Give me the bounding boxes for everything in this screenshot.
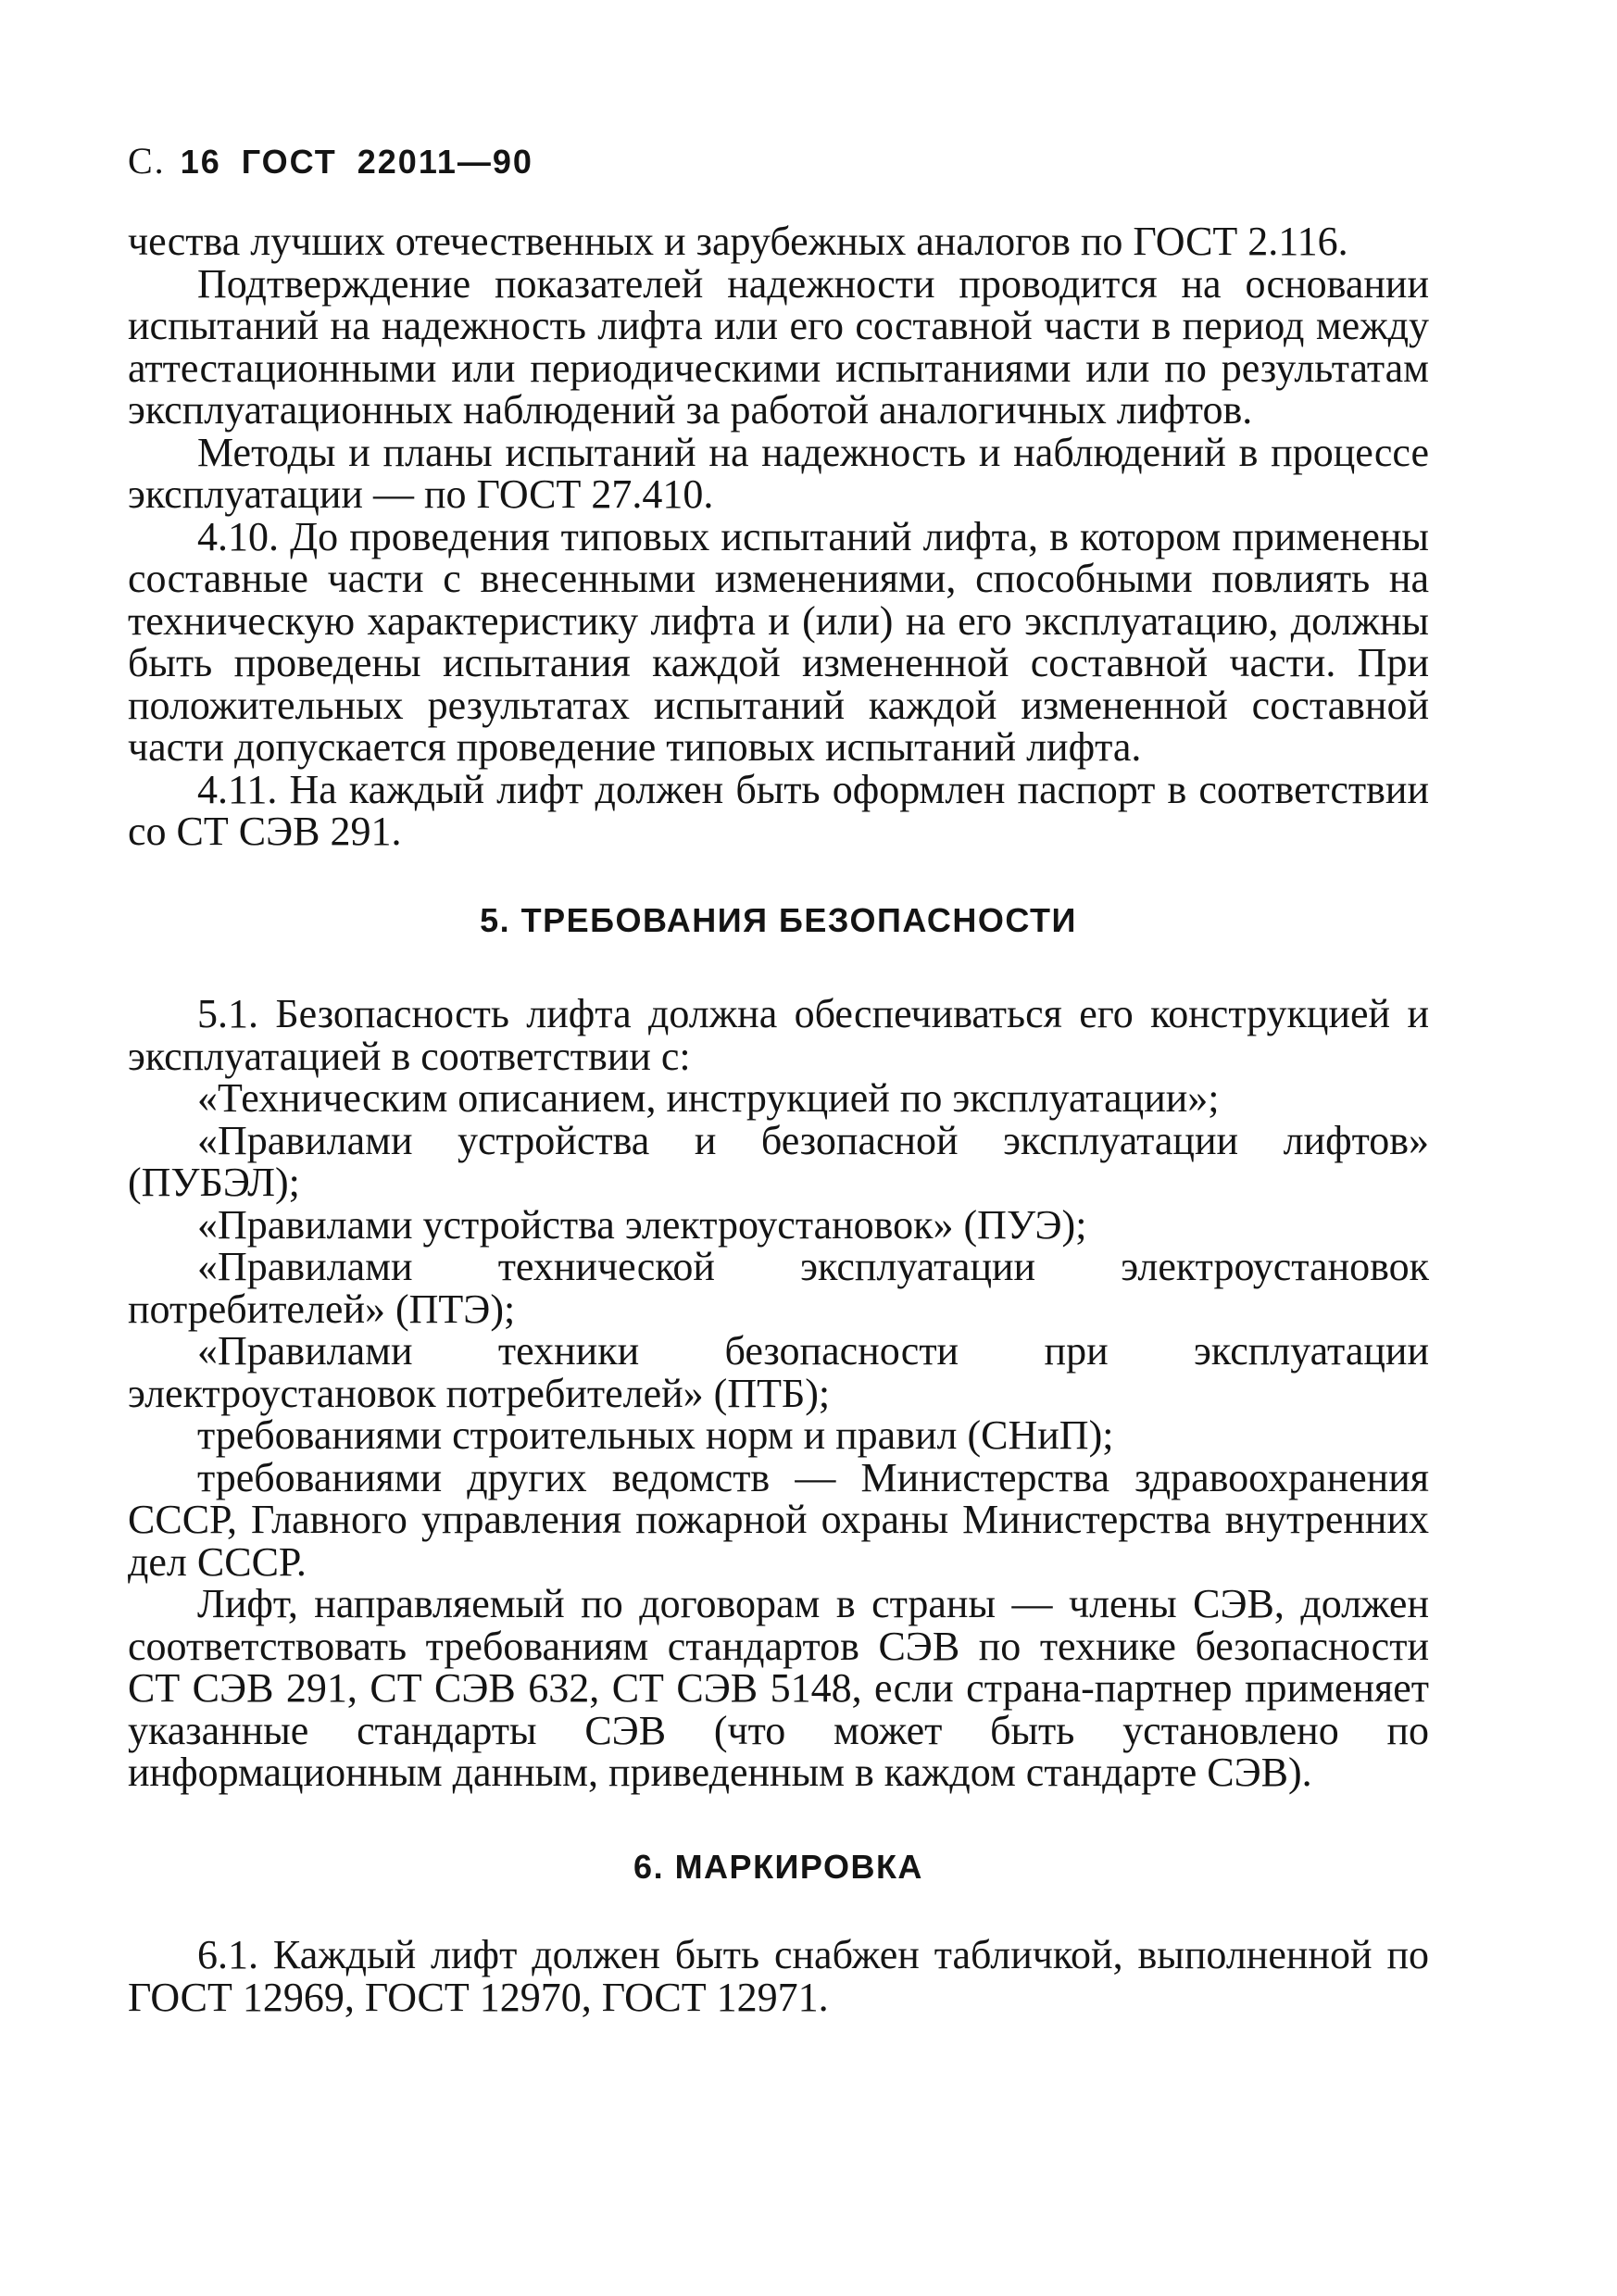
clause-4-11: 4.11. На каждый лифт должен быть оформлен паспорт в соответствии со СТ СЭВ 291. — [128, 766, 1429, 854]
standard-name: ГОСТ — [241, 143, 337, 181]
list-item: «Правилами устройства электроустановок» (ПУЭ); — [197, 1201, 1087, 1248]
list-item: «Техническим описанием, инструкцией по эксплуатации»; — [197, 1075, 1220, 1121]
clause-4-10: 4.10. До проведения типовых испытаний лифта, в котором применены составные части с внесенными изменениями, способными повлиять на техническую характеристику лифта и (или) на его эксплуатацию, должны быть проведены испытания каждой измененной составной части. При положительных результатах испытаний каждой измененной составной части допускается проведение типовых испытаний лифта. — [128, 513, 1429, 770]
page-header — [128, 139, 533, 184]
paragraph: Подтверждение показателей надежности проводится на основании испытаний на надежность лифта или его составной части в период между аттестационными или периодическими испытаниями или по результатам эксплуатационных наблюдений за работой аналогичных лифтов. — [128, 260, 1429, 433]
document-body — [128, 220, 1429, 2018]
clause-6-1: 6.1. Каждый лифт должен быть снабжен табличкой, выполненной по ГОСТ 12969, ГОСТ 12970, ГОСТ 12971. — [128, 1932, 1429, 2020]
list-item: требованиями строительных норм и правил (СНиП); — [197, 1412, 1114, 1458]
paragraph: Методы и планы испытаний на надежность и наблюдений в процессе эксплуатации — по ГОСТ 27.410. — [128, 429, 1429, 517]
list-item: «Правилами техники безопасности при эксплуатации электроустановок потребителей» (ПТБ); — [128, 1328, 1429, 1416]
section-title-safety: 5. ТРЕБОВАНИЯ БЕЗОПАСНОСТИ — [480, 900, 1077, 939]
section-title-marking: 6. МАРКИРОВКА — [633, 1847, 923, 1886]
page-label: С. — [128, 140, 166, 182]
page-number: 16 — [180, 143, 221, 181]
list-item: «Правилами технической эксплуатации электроустановок потребителей» (ПТЭ); — [128, 1244, 1429, 1332]
standard-code: 22011—90 — [357, 143, 533, 181]
list-item: требованиями других ведомств — Министерства здравоохранения СССР, Главного управления пожарной охраны Министерства внутренних дел СССР. — [128, 1454, 1429, 1585]
paragraph-continued: чества лучших отечественных и зарубежных аналогов по ГОСТ 2.116. — [128, 219, 1348, 264]
list-item: «Правилами устройства и безопасной эксплуатации лифтов» (ПУБЭЛ); — [128, 1117, 1429, 1205]
paragraph: Лифт, направляемый по договорам в страны — члены СЭВ, должен соответствовать требованиям стандартов СЭВ по технике безопасности СТ СЭВ 291, СТ СЭВ 632, СТ СЭВ 5148, если страна-партнер применяет указанные стандарты СЭВ (что может быть установлено по информационным данным, приведенным в каждом стандарте СЭВ). — [128, 1581, 1429, 1795]
clause-5-1: 5.1. Безопасность лифта должна обеспечиваться его конструкцией и эксплуатацией в соответствии с: — [128, 991, 1429, 1079]
